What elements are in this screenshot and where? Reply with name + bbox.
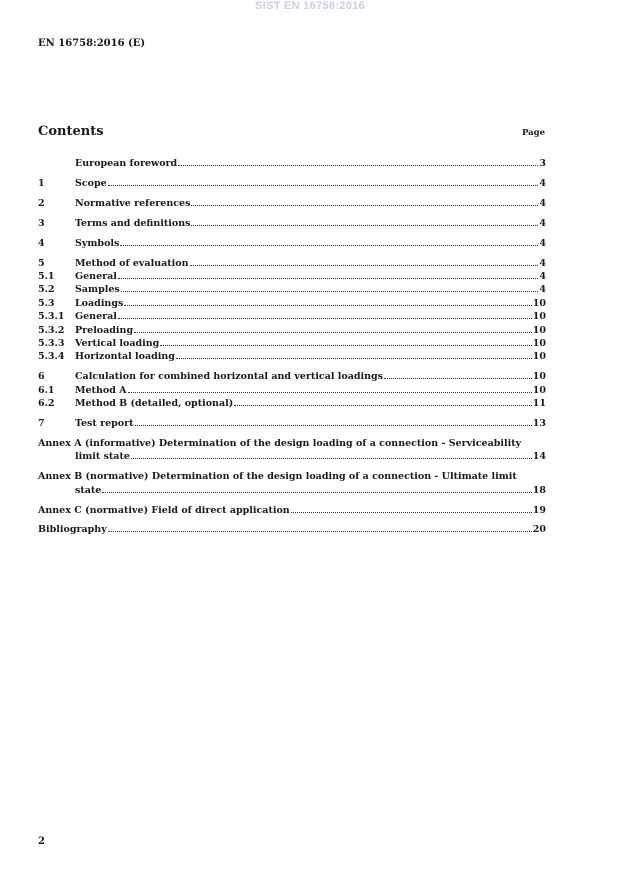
toc-entry-title: Test report <box>75 418 134 429</box>
toc-bibliography-title: Bibliography <box>38 524 107 536</box>
toc-entry-page: 11 <box>532 398 546 410</box>
toc-entry-page: 4 <box>539 284 546 296</box>
toc-dot-leader <box>291 512 532 513</box>
toc-entry[interactable] <box>38 177 546 190</box>
toc-dot-leader <box>118 278 538 279</box>
toc-entry-title: Vertical loading <box>75 337 160 349</box>
toc-entry-title: Normative references <box>75 197 191 209</box>
toc-annex-title: Annex A (informative) Determination of the design loading of a connection - Serviceability <box>38 437 522 449</box>
toc-entry[interactable] <box>38 310 546 323</box>
toc-entry[interactable] <box>38 283 546 296</box>
toc-entry-number: 5 <box>38 257 45 269</box>
toc-dot-leader <box>135 425 532 426</box>
toc-entry-page: 10 <box>532 371 546 383</box>
toc-dot-leader <box>178 165 538 166</box>
toc-entry-number: 4 <box>38 237 45 249</box>
toc-entry[interactable] <box>38 257 546 270</box>
toc-entry-title: Loadings <box>75 297 124 309</box>
toc-annex-continuation <box>38 484 546 497</box>
toc-entry[interactable] <box>38 370 546 383</box>
toc-entry-title: Horizontal loading <box>75 351 175 363</box>
toc-entry-title: Method B (detailed, optional) <box>75 398 234 410</box>
toc-dot-leader <box>131 458 532 459</box>
toc-bibliography[interactable] <box>38 523 546 536</box>
toc-entry[interactable] <box>38 384 546 397</box>
toc-entry-number: 3 <box>38 217 45 229</box>
toc-entry-title: Terms and definitions <box>75 217 191 229</box>
toc-annex-title-cont: limit state <box>75 451 130 463</box>
watermark: SIST EN 16758:2016 <box>255 0 365 12</box>
toc-entry-page: 13 <box>532 418 546 429</box>
toc-annex-title: Annex B (normative) Determination of the design loading of a connection - Ultimate limit <box>38 471 517 483</box>
toc-entry-number: 5.2 <box>38 284 55 296</box>
toc-entry[interactable] <box>38 217 546 230</box>
toc-entry-number: 5.3.4 <box>38 351 65 363</box>
toc-entry[interactable] <box>38 297 546 310</box>
toc-entry-title: Scope <box>75 177 107 189</box>
toc-annex-c-title: Annex C (normative) Field of direct application <box>38 504 290 516</box>
toc-dot-leader <box>234 405 532 406</box>
toc-dot-leader <box>176 358 532 359</box>
toc-entry[interactable] <box>38 270 546 283</box>
toc-entry-title: Symbols <box>75 237 120 249</box>
toc-entry-number: 5.3.1 <box>38 311 65 323</box>
toc-entry-number: 5.3 <box>38 297 55 309</box>
toc-entry-title: Method A <box>75 384 127 396</box>
toc-entry[interactable] <box>38 157 546 170</box>
toc-entry-page: 10 <box>532 297 546 309</box>
toc-entry-page: 4 <box>539 217 546 229</box>
toc-entry-page: 20 <box>532 524 546 536</box>
toc-entry-page: 10 <box>532 324 546 336</box>
page-column-label: Page <box>521 128 545 138</box>
toc-dot-leader <box>124 305 531 306</box>
toc-entry-title: Samples <box>75 284 120 296</box>
toc-entry-page: 4 <box>539 257 546 269</box>
toc-annex-title-cont: state <box>75 484 102 496</box>
toc-entry-page: 10 <box>532 351 546 363</box>
toc-entry-page: 19 <box>532 504 546 516</box>
toc-entry-title: General <box>75 270 117 282</box>
toc-annex-entry[interactable] <box>38 470 546 497</box>
toc-entry-page: 14 <box>532 451 546 463</box>
toc-entry-number: 5.3.2 <box>38 324 65 336</box>
toc-entry-number: 6.2 <box>38 398 55 410</box>
toc-dot-leader <box>191 205 538 206</box>
toc-entry-title: Preloading <box>75 324 134 336</box>
toc-entry-title: Calculation for combined horizontal and vertical loadings <box>75 371 384 383</box>
toc-entry[interactable] <box>38 417 546 430</box>
toc-dot-leader <box>191 225 538 226</box>
toc-annex-continuation <box>38 450 546 463</box>
toc-entry[interactable] <box>38 337 546 350</box>
toc-dot-leader <box>121 291 539 292</box>
toc-entry[interactable] <box>38 197 546 210</box>
toc-entry-number: 7 <box>38 418 45 429</box>
toc-entry-title: Method of evaluation <box>75 257 189 269</box>
toc-entry[interactable] <box>38 397 546 410</box>
toc-entry-title: European foreword <box>75 158 178 169</box>
toc-entry[interactable] <box>38 350 546 363</box>
toc-dot-leader <box>102 492 531 493</box>
toc-entry-number: 6.1 <box>38 384 55 396</box>
toc-annex-entry[interactable] <box>38 437 546 464</box>
toc-entry-title: General <box>75 311 117 323</box>
toc-entry-page: 4 <box>539 237 546 249</box>
toc-entry-number: 6 <box>38 371 45 383</box>
toc-entry-page: 18 <box>532 484 546 496</box>
toc-dot-leader <box>160 345 531 346</box>
toc-dot-leader <box>108 531 532 532</box>
toc-entry-number: 1 <box>38 177 45 189</box>
toc-entry-page: 4 <box>539 177 546 189</box>
toc-entry[interactable] <box>38 237 546 250</box>
toc-dot-leader <box>108 185 539 186</box>
toc-dot-leader <box>190 265 539 266</box>
toc-dot-leader <box>384 378 532 379</box>
toc-dot-leader <box>134 332 532 333</box>
toc-dot-leader <box>120 245 538 246</box>
toc-dot-leader <box>118 318 532 319</box>
toc-entry-page: 3 <box>539 158 546 169</box>
toc-dot-leader <box>128 392 532 393</box>
toc-entry-page: 10 <box>532 311 546 323</box>
toc-entry-page: 10 <box>532 384 546 396</box>
toc-entry-number: 2 <box>38 197 45 209</box>
toc-annex-c[interactable] <box>38 504 546 517</box>
toc-entry[interactable] <box>38 324 546 337</box>
toc-entry-number: 5.1 <box>38 270 55 282</box>
contents-heading: Contents <box>38 124 104 139</box>
toc-entry-page: 4 <box>539 197 546 209</box>
toc-entry-page: 10 <box>532 337 546 349</box>
table-of-contents <box>38 157 546 537</box>
document-id: EN 16758:2016 (E) <box>38 38 146 49</box>
toc-entry-number: 5.3.3 <box>38 337 65 349</box>
page-number: 2 <box>38 836 45 847</box>
toc-entry-page: 4 <box>539 270 546 282</box>
